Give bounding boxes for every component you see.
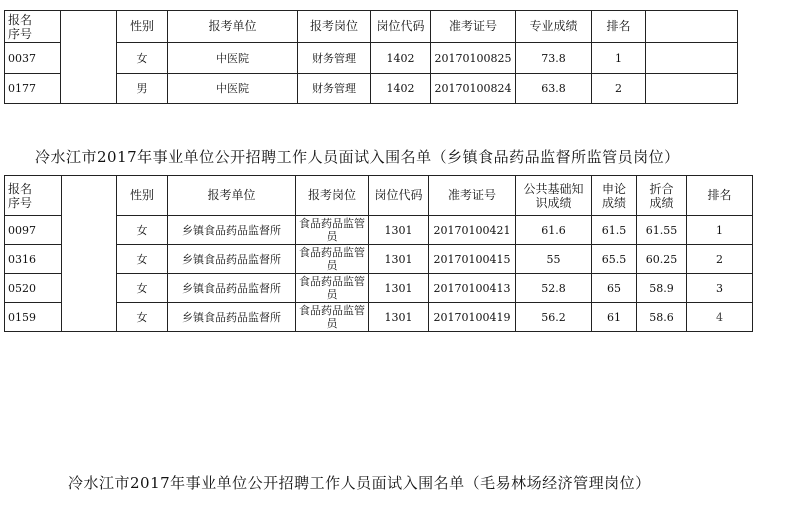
header-cell: 排名 <box>592 11 646 43</box>
cell: 20170100413 <box>429 274 516 303</box>
header-cell: 性别 <box>117 11 168 43</box>
cell: 财务管理 <box>298 43 371 74</box>
cell: 58.6 <box>637 303 687 332</box>
cell: 男 <box>117 74 168 104</box>
header-cell: 岗位代码 <box>371 11 431 43</box>
cell: 61.55 <box>637 216 687 245</box>
cell: 4 <box>687 303 753 332</box>
cell: 20170100419 <box>429 303 516 332</box>
table-header-row <box>5 176 753 216</box>
header-cell: 排名 <box>687 176 753 216</box>
cell: 1402 <box>371 43 431 74</box>
table-row <box>5 74 738 104</box>
cell: 乡镇食品药品监督所 <box>168 274 296 303</box>
cell: 食品药品监管 员 <box>296 303 369 332</box>
cell <box>646 74 738 104</box>
cell: 73.8 <box>516 43 592 74</box>
cell <box>61 43 117 74</box>
table-row <box>5 43 738 74</box>
cell: 0177 <box>5 74 61 104</box>
cell: 2 <box>687 245 753 274</box>
cell <box>62 274 117 303</box>
cell: 20170100825 <box>431 43 516 74</box>
header-cell: 报考单位 <box>168 176 296 216</box>
cell <box>62 245 117 274</box>
header-cell: 报考单位 <box>168 11 298 43</box>
cell: 1402 <box>371 74 431 104</box>
cell: 女 <box>117 43 168 74</box>
cell: 女 <box>117 216 168 245</box>
cell: 中医院 <box>168 43 298 74</box>
cell: 60.25 <box>637 245 687 274</box>
cell <box>646 43 738 74</box>
finance-management-table <box>4 10 738 104</box>
table-row <box>5 216 753 245</box>
cell: 55 <box>516 245 592 274</box>
header-cell: 性别 <box>117 176 168 216</box>
cell: 20170100415 <box>429 245 516 274</box>
cell <box>62 216 117 245</box>
cell: 20170100421 <box>429 216 516 245</box>
cell: 2 <box>592 74 646 104</box>
cell: 0159 <box>5 303 62 332</box>
header-cell: 折合 成绩 <box>637 176 687 216</box>
cell: 0316 <box>5 245 62 274</box>
cell: 1301 <box>369 216 429 245</box>
food-drug-supervisor-table <box>4 175 753 332</box>
cell: 56.2 <box>516 303 592 332</box>
table-header-row <box>5 11 738 43</box>
cell: 52.8 <box>516 274 592 303</box>
cell: 61 <box>592 303 637 332</box>
cell: 1301 <box>369 245 429 274</box>
section-title-forestry: 冷水江市2017年事业单位公开招聘工作人员面试入围名单（毛易林场经济管理岗位） <box>68 474 651 492</box>
header-cell: 准考证号 <box>429 176 516 216</box>
header-cell: 报名 序号 <box>5 11 61 43</box>
cell: 1 <box>592 43 646 74</box>
header-cell: 专业成绩 <box>516 11 592 43</box>
header-cell <box>62 176 117 216</box>
cell: 1301 <box>369 274 429 303</box>
cell <box>62 303 117 332</box>
cell: 65.5 <box>592 245 637 274</box>
cell: 63.8 <box>516 74 592 104</box>
section-title-food-drug: 冷水江市2017年事业单位公开招聘工作人员面试入围名单（乡镇食品药品监督所监管员岗位） <box>35 148 680 166</box>
header-cell: 岗位代码 <box>369 176 429 216</box>
cell: 食品药品监管 员 <box>296 274 369 303</box>
cell <box>61 74 117 104</box>
cell: 1 <box>687 216 753 245</box>
cell: 乡镇食品药品监督所 <box>168 303 296 332</box>
cell: 58.9 <box>637 274 687 303</box>
header-cell: 报考岗位 <box>298 11 371 43</box>
cell: 中医院 <box>168 74 298 104</box>
cell: 食品药品监管 员 <box>296 245 369 274</box>
cell: 乡镇食品药品监督所 <box>168 216 296 245</box>
cell: 女 <box>117 245 168 274</box>
cell: 乡镇食品药品监督所 <box>168 245 296 274</box>
cell: 财务管理 <box>298 74 371 104</box>
cell: 食品药品监管 员 <box>296 216 369 245</box>
cell: 20170100824 <box>431 74 516 104</box>
header-cell <box>61 11 117 43</box>
header-cell: 准考证号 <box>431 11 516 43</box>
table-row <box>5 245 753 274</box>
cell: 61.6 <box>516 216 592 245</box>
cell: 0520 <box>5 274 62 303</box>
header-cell: 报考岗位 <box>296 176 369 216</box>
cell: 1301 <box>369 303 429 332</box>
table-row <box>5 303 753 332</box>
header-cell: 公共基础知 识成绩 <box>516 176 592 216</box>
table-row <box>5 274 753 303</box>
cell: 65 <box>592 274 637 303</box>
cell: 0037 <box>5 43 61 74</box>
header-cell: 申论 成绩 <box>592 176 637 216</box>
cell: 女 <box>117 274 168 303</box>
cell: 3 <box>687 274 753 303</box>
cell: 0097 <box>5 216 62 245</box>
header-cell: 报名 序号 <box>5 176 62 216</box>
cell: 女 <box>117 303 168 332</box>
header-cell <box>646 11 738 43</box>
cell: 61.5 <box>592 216 637 245</box>
